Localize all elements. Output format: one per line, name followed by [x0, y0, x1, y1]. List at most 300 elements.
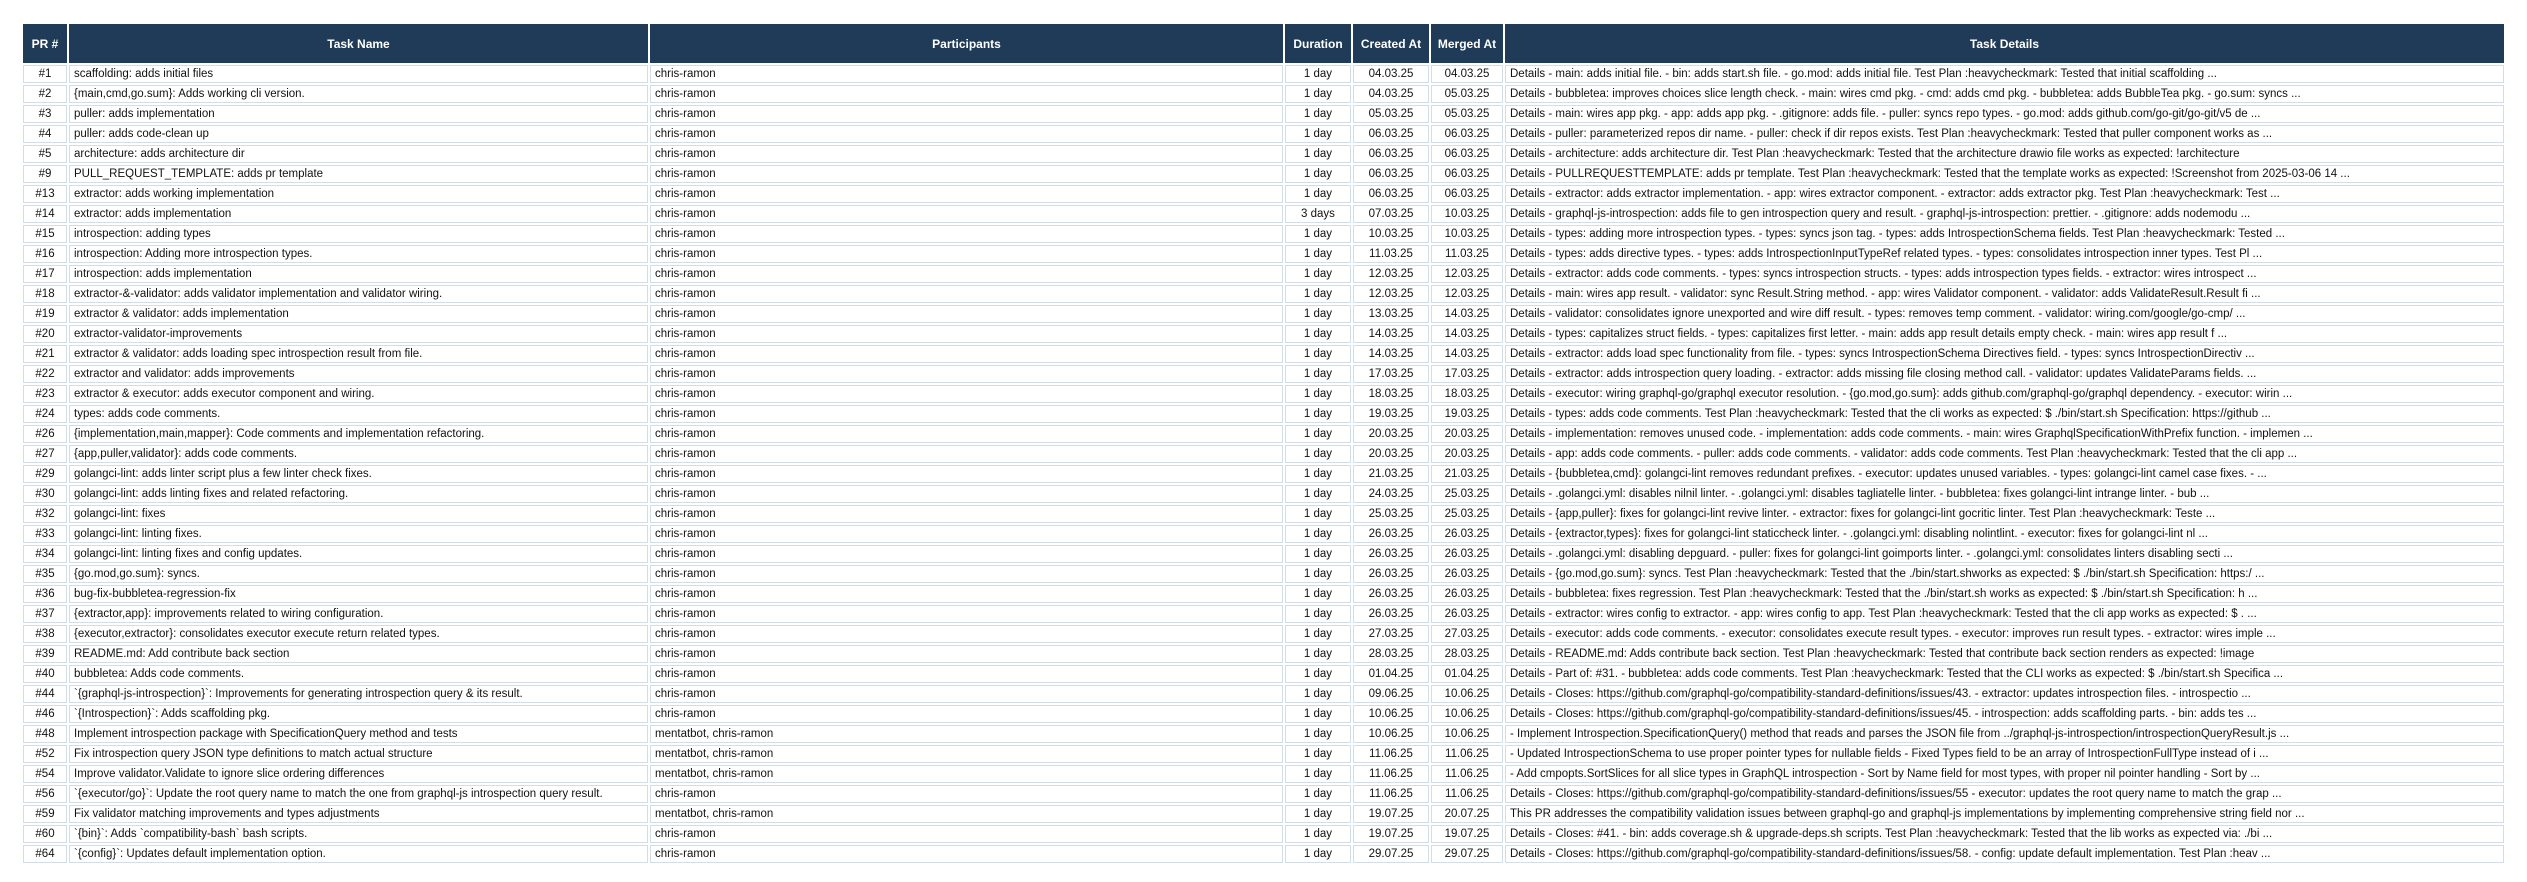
- merged-at-cell: 19.03.25: [1431, 405, 1503, 423]
- created-at-cell: 19.07.25: [1353, 825, 1429, 843]
- task-details-cell: Details - extractor: adds load spec functionality from file. - types: syncs IntrospectionSchema Directives field. - types: syncs IntrospectionDirectiv ...: [1505, 345, 2504, 363]
- task-details-cell: Details - {extractor,types}: fixes for golangci-lint staticcheck linter. - .golangci.yml: disabling nolintlint. - executor: fixes for golangci-lint nl ...: [1505, 525, 2504, 543]
- task-details-cell: Details - executor: wiring graphql-go/graphql executor resolution. - {go.mod,go.sum}: adds github.com/graphql-go/graphql dependency. - executor: wirin ...: [1505, 385, 2504, 403]
- created-at-cell: 01.04.25: [1353, 665, 1429, 683]
- table-row: [23, 605, 2504, 623]
- participants-cell: chris-ramon: [650, 705, 1283, 723]
- duration-cell: 1 day: [1285, 565, 1351, 583]
- table-row: [23, 425, 2504, 443]
- table-row: [23, 385, 2504, 403]
- pr-number-cell: #34: [23, 545, 67, 563]
- duration-cell: 3 days: [1285, 205, 1351, 223]
- participants-cell: chris-ramon: [650, 625, 1283, 643]
- participants-cell: chris-ramon: [650, 465, 1283, 483]
- duration-cell: 1 day: [1285, 405, 1351, 423]
- table-row: [23, 465, 2504, 483]
- created-at-cell: 11.06.25: [1353, 785, 1429, 803]
- created-at-cell: 07.03.25: [1353, 205, 1429, 223]
- task-name-cell: extractor & executor: adds executor component and wiring.: [69, 385, 648, 403]
- participants-cell: chris-ramon: [650, 105, 1283, 123]
- task-name-cell: extractor-&-validator: adds validator implementation and validator wiring.: [69, 285, 648, 303]
- created-at-cell: 17.03.25: [1353, 365, 1429, 383]
- task-details-cell: Details - extractor: adds code comments. - types: syncs introspection structs. - types: adds introspection types fields. - extractor: wires introspect ...: [1505, 265, 2504, 283]
- table-row: [23, 265, 2504, 283]
- pr-number-cell: #33: [23, 525, 67, 543]
- task-name-cell: golangci-lint: adds linting fixes and related refactoring.: [69, 485, 648, 503]
- pr-number-cell: #3: [23, 105, 67, 123]
- task-name-cell: introspection: Adding more introspection types.: [69, 245, 648, 263]
- pr-number-cell: #19: [23, 305, 67, 323]
- duration-cell: 1 day: [1285, 385, 1351, 403]
- task-details-cell: Details - Closes: https://github.com/graphql-go/compatibility-standard-definitions/issues/45. - introspection: adds scaffolding parts. - bin: adds tes ...: [1505, 705, 2504, 723]
- pr-table: [21, 22, 2506, 865]
- duration-cell: 1 day: [1285, 705, 1351, 723]
- task-name-cell: `{graphql-js-introspection}`: Improvements for generating introspection query & its result.: [69, 685, 648, 703]
- merged-at-cell: 11.06.25: [1431, 745, 1503, 763]
- duration-cell: 1 day: [1285, 725, 1351, 743]
- table-row: [23, 625, 2504, 643]
- participants-cell: chris-ramon: [650, 425, 1283, 443]
- duration-cell: 1 day: [1285, 345, 1351, 363]
- task-details-cell: Details - extractor: adds introspection query loading. - extractor: adds missing file closing method call. - validator: updates ValidateParams fields. ...: [1505, 365, 2504, 383]
- created-at-cell: 20.03.25: [1353, 425, 1429, 443]
- merged-at-cell: 27.03.25: [1431, 625, 1503, 643]
- duration-cell: 1 day: [1285, 625, 1351, 643]
- merged-at-header: Merged At: [1431, 24, 1503, 63]
- task-name-cell: scaffolding: adds initial files: [69, 65, 648, 83]
- pr-number-cell: #40: [23, 665, 67, 683]
- duration-cell: 1 day: [1285, 645, 1351, 663]
- task-details-cell: Details - graphql-js-introspection: adds file to gen introspection query and result. - graphql-js-introspection: prettier. - .gitignore: adds nodemodu ...: [1505, 205, 2504, 223]
- duration-cell: 1 day: [1285, 225, 1351, 243]
- duration-cell: 1 day: [1285, 665, 1351, 683]
- duration-cell: 1 day: [1285, 825, 1351, 843]
- participants-cell: chris-ramon: [650, 285, 1283, 303]
- created-at-cell: 12.03.25: [1353, 285, 1429, 303]
- participants-cell: mentatbot, chris-ramon: [650, 745, 1283, 763]
- table-row: [23, 85, 2504, 103]
- task-name-cell: extractor & validator: adds loading spec introspection result from file.: [69, 345, 648, 363]
- task-details-cell: Details - types: adding more introspection types. - types: syncs json tag. - types: adds IntrospectionSchema fields. Test Plan :heavycheckmark: Tested ...: [1505, 225, 2504, 243]
- table-row: [23, 785, 2504, 803]
- merged-at-cell: 20.07.25: [1431, 805, 1503, 823]
- pr-number-cell: #24: [23, 405, 67, 423]
- table-row: [23, 505, 2504, 523]
- merged-at-cell: 26.03.25: [1431, 585, 1503, 603]
- task-details-header: Task Details: [1505, 24, 2504, 63]
- merged-at-cell: 17.03.25: [1431, 365, 1503, 383]
- duration-cell: 1 day: [1285, 845, 1351, 863]
- table-row: [23, 205, 2504, 223]
- table-row: [23, 645, 2504, 663]
- table-row: [23, 225, 2504, 243]
- task-name-cell: puller: adds code-clean up: [69, 125, 648, 143]
- participants-cell: chris-ramon: [650, 345, 1283, 363]
- merged-at-cell: 26.03.25: [1431, 605, 1503, 623]
- task-name-cell: {executor,extractor}: consolidates executor execute return related types.: [69, 625, 648, 643]
- duration-cell: 1 day: [1285, 505, 1351, 523]
- participants-header: Participants: [650, 24, 1283, 63]
- task-details-cell: Details - extractor: wires config to extractor. - app: wires config to app. Test Plan :heavycheckmark: Tested that the cli app works as expected: $ . ...: [1505, 605, 2504, 623]
- task-details-cell: Details - architecture: adds architecture dir. Test Plan :heavycheckmark: Tested that the architecture drawio file works as expected: !architecture: [1505, 145, 2504, 163]
- pr-number-cell: #15: [23, 225, 67, 243]
- pr-number-cell: #16: [23, 245, 67, 263]
- duration-cell: 1 day: [1285, 305, 1351, 323]
- task-name-cell: Improve validator.Validate to ignore slice ordering differences: [69, 765, 648, 783]
- participants-cell: mentatbot, chris-ramon: [650, 765, 1283, 783]
- task-details-cell: Details - executor: adds code comments. - executor: consolidates execute result types. - executor: improves run result types. - extractor: wires imple ...: [1505, 625, 2504, 643]
- duration-cell: 1 day: [1285, 525, 1351, 543]
- task-details-cell: Details - types: adds directive types. - types: adds IntrospectionInputTypeRef related types. - types: consolidates introspection inner types. Test Pl ...: [1505, 245, 2504, 263]
- task-name-cell: {app,puller,validator}: adds code comments.: [69, 445, 648, 463]
- participants-cell: chris-ramon: [650, 125, 1283, 143]
- participants-cell: chris-ramon: [650, 325, 1283, 343]
- pr-number-cell: #32: [23, 505, 67, 523]
- task-name-cell: {go.mod,go.sum}: syncs.: [69, 565, 648, 583]
- merged-at-cell: 26.03.25: [1431, 565, 1503, 583]
- merged-at-cell: 26.03.25: [1431, 525, 1503, 543]
- merged-at-cell: 10.06.25: [1431, 705, 1503, 723]
- table-row: [23, 325, 2504, 343]
- pr-number-cell: #18: [23, 285, 67, 303]
- participants-cell: mentatbot, chris-ramon: [650, 725, 1283, 743]
- pr-number-cell: #4: [23, 125, 67, 143]
- duration-header: Duration: [1285, 24, 1351, 63]
- merged-at-cell: 29.07.25: [1431, 845, 1503, 863]
- pr-number-header: PR #: [23, 24, 67, 63]
- merged-at-cell: 10.06.25: [1431, 685, 1503, 703]
- duration-cell: 1 day: [1285, 745, 1351, 763]
- table-row: [23, 705, 2504, 723]
- duration-cell: 1 day: [1285, 425, 1351, 443]
- participants-cell: chris-ramon: [650, 505, 1283, 523]
- task-name-cell: Implement introspection package with SpecificationQuery method and tests: [69, 725, 648, 743]
- participants-cell: chris-ramon: [650, 565, 1283, 583]
- created-at-cell: 04.03.25: [1353, 85, 1429, 103]
- created-at-cell: 04.03.25: [1353, 65, 1429, 83]
- task-name-cell: `{Introspection}`: Adds scaffolding pkg.: [69, 705, 648, 723]
- table-row: [23, 825, 2504, 843]
- task-details-cell: Details - extractor: adds extractor implementation. - app: wires extractor component. - extractor: adds extractor pkg. Test Plan :heavycheckmark: Test ...: [1505, 185, 2504, 203]
- created-at-cell: 19.03.25: [1353, 405, 1429, 423]
- participants-cell: chris-ramon: [650, 645, 1283, 663]
- table-row: [23, 545, 2504, 563]
- participants-cell: chris-ramon: [650, 845, 1283, 863]
- task-details-cell: Details - main: adds initial file. - bin: adds start.sh file. - go.mod: adds initial file. Test Plan :heavycheckmark: Tested that initial scaffolding ...: [1505, 65, 2504, 83]
- duration-cell: 1 day: [1285, 585, 1351, 603]
- task-details-cell: Details - Closes: #41. - bin: adds coverage.sh & upgrade-deps.sh scripts. Test Plan :heavycheckmark: Tested that the lib works as expected via: ./bi ...: [1505, 825, 2504, 843]
- participants-cell: chris-ramon: [650, 785, 1283, 803]
- table-row: [23, 485, 2504, 503]
- created-at-cell: 26.03.25: [1353, 545, 1429, 563]
- merged-at-cell: 01.04.25: [1431, 665, 1503, 683]
- task-name-cell: Fix validator matching improvements and types adjustments: [69, 805, 648, 823]
- duration-cell: 1 day: [1285, 785, 1351, 803]
- participants-cell: chris-ramon: [650, 485, 1283, 503]
- task-name-cell: `{config}`: Updates default implementation option.: [69, 845, 648, 863]
- task-name-cell: golangci-lint: linting fixes and config updates.: [69, 545, 648, 563]
- merged-at-cell: 20.03.25: [1431, 425, 1503, 443]
- participants-cell: chris-ramon: [650, 305, 1283, 323]
- task-name-cell: {extractor,app}: improvements related to wiring configuration.: [69, 605, 648, 623]
- merged-at-cell: 11.03.25: [1431, 245, 1503, 263]
- table-body: [23, 65, 2504, 863]
- participants-cell: chris-ramon: [650, 825, 1283, 843]
- pr-number-cell: #52: [23, 745, 67, 763]
- task-name-header: Task Name: [69, 24, 648, 63]
- duration-cell: 1 day: [1285, 65, 1351, 83]
- task-details-cell: Details - Closes: https://github.com/graphql-go/compatibility-standard-definitions/issues/58. - config: update default implementation. Test Plan :heav ...: [1505, 845, 2504, 863]
- created-at-cell: 10.06.25: [1353, 705, 1429, 723]
- pr-number-cell: #59: [23, 805, 67, 823]
- merged-at-cell: 06.03.25: [1431, 125, 1503, 143]
- merged-at-cell: 05.03.25: [1431, 85, 1503, 103]
- duration-cell: 1 day: [1285, 105, 1351, 123]
- pr-number-cell: #5: [23, 145, 67, 163]
- table-row: [23, 845, 2504, 863]
- participants-cell: chris-ramon: [650, 365, 1283, 383]
- created-at-cell: 06.03.25: [1353, 125, 1429, 143]
- duration-cell: 1 day: [1285, 145, 1351, 163]
- table-row: [23, 685, 2504, 703]
- task-details-cell: Details - Part of: #31. - bubbletea: adds code comments. Test Plan :heavycheckmark: Tested that the CLI works as expected: $ ./bin/start.sh Specifica ...: [1505, 665, 2504, 683]
- task-details-cell: Details - types: capitalizes struct fields. - types: capitalizes first letter. - main: adds app result details empty check. - main: wires app result f ...: [1505, 325, 2504, 343]
- task-details-cell: - Implement Introspection.SpecificationQuery() method that reads and parses the JSON file from ../graphql-js-introspection/introspectionQueryResult.js ...: [1505, 725, 2504, 743]
- table-row: [23, 765, 2504, 783]
- task-details-cell: Details - bubbletea: improves choices slice length check. - main: wires cmd pkg. - cmd: adds cmd pkg. - bubbletea: adds BubbleTea pkg. - go.sum: syncs ...: [1505, 85, 2504, 103]
- duration-cell: 1 day: [1285, 445, 1351, 463]
- pr-number-cell: #35: [23, 565, 67, 583]
- merged-at-cell: 11.06.25: [1431, 765, 1503, 783]
- task-details-cell: Details - bubbletea: fixes regression. Test Plan :heavycheckmark: Tested that the ./bin/start.sh works as expected: $ ./bin/start.sh Specification: h ...: [1505, 585, 2504, 603]
- pr-number-cell: #20: [23, 325, 67, 343]
- pr-number-cell: #39: [23, 645, 67, 663]
- pr-number-cell: #38: [23, 625, 67, 643]
- task-details-cell: Details - app: adds code comments. - puller: adds code comments. - validator: adds code comments. Test Plan :heavycheckmark: Tested that the cli app ...: [1505, 445, 2504, 463]
- task-details-cell: This PR addresses the compatibility validation issues between graphql-go and graphql-js implementations by implementing comprehensive string field nor ...: [1505, 805, 2504, 823]
- pr-number-cell: #23: [23, 385, 67, 403]
- duration-cell: 1 day: [1285, 325, 1351, 343]
- merged-at-cell: 12.03.25: [1431, 265, 1503, 283]
- task-details-cell: - Updated IntrospectionSchema to use proper pointer types for nullable fields - Fixed Types field to be an array of IntrospectionFullType instead of i ...: [1505, 745, 2504, 763]
- created-at-cell: 27.03.25: [1353, 625, 1429, 643]
- created-at-cell: 21.03.25: [1353, 465, 1429, 483]
- task-name-cell: `{bin}`: Adds `compatibility-bash` bash scripts.: [69, 825, 648, 843]
- created-at-cell: 20.03.25: [1353, 445, 1429, 463]
- created-at-cell: 11.03.25: [1353, 245, 1429, 263]
- pr-table-container: [21, 22, 2506, 865]
- participants-cell: chris-ramon: [650, 665, 1283, 683]
- pr-number-cell: #37: [23, 605, 67, 623]
- task-name-cell: bubbletea: Adds code comments.: [69, 665, 648, 683]
- participants-cell: chris-ramon: [650, 545, 1283, 563]
- created-at-cell: 13.03.25: [1353, 305, 1429, 323]
- task-name-cell: bug-fix-bubbletea-regression-fix: [69, 585, 648, 603]
- created-at-cell: 19.07.25: [1353, 805, 1429, 823]
- task-details-cell: Details - {go.mod,go.sum}: syncs. Test Plan :heavycheckmark: Tested that the ./bin/start.shworks as expected: $ ./bin/start.sh Specification: https:/ ...: [1505, 565, 2504, 583]
- task-details-cell: Details - Closes: https://github.com/graphql-go/compatibility-standard-definitions/issues/43. - extractor: updates introspection files. - introspectio ...: [1505, 685, 2504, 703]
- created-at-cell: 18.03.25: [1353, 385, 1429, 403]
- created-at-header: Created At: [1353, 24, 1429, 63]
- merged-at-cell: 10.06.25: [1431, 725, 1503, 743]
- task-details-cell: Details - implementation: removes unused code. - implementation: adds code comments. - main: wires GraphqlSpecificationWithPrefix function. - implemen ...: [1505, 425, 2504, 443]
- duration-cell: 1 day: [1285, 365, 1351, 383]
- created-at-cell: 11.06.25: [1353, 765, 1429, 783]
- duration-cell: 1 day: [1285, 125, 1351, 143]
- table-row: [23, 125, 2504, 143]
- table-row: [23, 285, 2504, 303]
- created-at-cell: 06.03.25: [1353, 185, 1429, 203]
- task-details-cell: Details - types: adds code comments. Test Plan :heavycheckmark: Tested that the cli works as expected: $ ./bin/start.sh Specification: https://github ...: [1505, 405, 2504, 423]
- merged-at-cell: 25.03.25: [1431, 505, 1503, 523]
- table-row: [23, 665, 2504, 683]
- task-name-cell: Fix introspection query JSON type definitions to match actual structure: [69, 745, 648, 763]
- task-name-cell: golangci-lint: fixes: [69, 505, 648, 523]
- merged-at-cell: 14.03.25: [1431, 305, 1503, 323]
- merged-at-cell: 10.03.25: [1431, 225, 1503, 243]
- participants-cell: chris-ramon: [650, 145, 1283, 163]
- task-details-cell: Details - {app,puller}: fixes for golangci-lint revive linter. - extractor: fixes for golangci-lint gocritic linter. Test Plan :heavycheckmark: Teste ...: [1505, 505, 2504, 523]
- task-name-cell: extractor and validator: adds improvements: [69, 365, 648, 383]
- merged-at-cell: 28.03.25: [1431, 645, 1503, 663]
- task-details-cell: Details - .golangci.yml: disables nilnil linter. - .golangci.yml: disables tagliatelle linter. - bubbletea: fixes golangci-lint intrange linter. - bub ...: [1505, 485, 2504, 503]
- participants-cell: mentatbot, chris-ramon: [650, 805, 1283, 823]
- pr-number-cell: #13: [23, 185, 67, 203]
- pr-number-cell: #21: [23, 345, 67, 363]
- created-at-cell: 29.07.25: [1353, 845, 1429, 863]
- created-at-cell: 14.03.25: [1353, 325, 1429, 343]
- table-row: [23, 145, 2504, 163]
- merged-at-cell: 18.03.25: [1431, 385, 1503, 403]
- duration-cell: 1 day: [1285, 545, 1351, 563]
- created-at-cell: 26.03.25: [1353, 525, 1429, 543]
- pr-number-cell: #44: [23, 685, 67, 703]
- task-details-cell: - Add cmpopts.SortSlices for all slice types in GraphQL introspection - Sort by Name field for most types, with proper nil pointer handling - Sort by ...: [1505, 765, 2504, 783]
- pr-number-cell: #2: [23, 85, 67, 103]
- created-at-cell: 12.03.25: [1353, 265, 1429, 283]
- pr-number-cell: #17: [23, 265, 67, 283]
- task-details-cell: Details - .golangci.yml: disabling depguard. - puller: fixes for golangci-lint goimports linter. - .golangci.yml: consolidates linters disabling secti ...: [1505, 545, 2504, 563]
- task-name-cell: extractor-validator-improvements: [69, 325, 648, 343]
- task-name-cell: types: adds code comments.: [69, 405, 648, 423]
- task-name-cell: introspection: adding types: [69, 225, 648, 243]
- created-at-cell: 06.03.25: [1353, 145, 1429, 163]
- created-at-cell: 05.03.25: [1353, 105, 1429, 123]
- merged-at-cell: 06.03.25: [1431, 145, 1503, 163]
- task-name-cell: PULL_REQUEST_TEMPLATE: adds pr template: [69, 165, 648, 183]
- task-name-cell: README.md: Add contribute back section: [69, 645, 648, 663]
- participants-cell: chris-ramon: [650, 445, 1283, 463]
- created-at-cell: 14.03.25: [1353, 345, 1429, 363]
- table-row: [23, 445, 2504, 463]
- table-row: [23, 585, 2504, 603]
- task-name-cell: extractor: adds working implementation: [69, 185, 648, 203]
- created-at-cell: 25.03.25: [1353, 505, 1429, 523]
- merged-at-cell: 26.03.25: [1431, 545, 1503, 563]
- participants-cell: chris-ramon: [650, 65, 1283, 83]
- participants-cell: chris-ramon: [650, 225, 1283, 243]
- pr-number-cell: #27: [23, 445, 67, 463]
- merged-at-cell: 06.03.25: [1431, 185, 1503, 203]
- task-name-cell: `{executor/go}`: Update the root query name to match the one from graphql-js introspection query result.: [69, 785, 648, 803]
- pr-number-cell: #1: [23, 65, 67, 83]
- task-details-cell: Details - puller: parameterized repos dir name. - puller: check if dir repos exists. Test Plan :heavycheckmark: Tested that puller component works as ...: [1505, 125, 2504, 143]
- participants-cell: chris-ramon: [650, 85, 1283, 103]
- header-row: [23, 24, 2504, 63]
- task-name-cell: {implementation,main,mapper}: Code comments and implementation refactoring.: [69, 425, 648, 443]
- pr-number-cell: #29: [23, 465, 67, 483]
- duration-cell: 1 day: [1285, 85, 1351, 103]
- merged-at-cell: 05.03.25: [1431, 105, 1503, 123]
- merged-at-cell: 20.03.25: [1431, 445, 1503, 463]
- created-at-cell: 26.03.25: [1353, 565, 1429, 583]
- task-name-cell: extractor & validator: adds implementation: [69, 305, 648, 323]
- task-details-cell: Details - {bubbletea,cmd}: golangci-lint removes redundant prefixes. - executor: updates unused variables. - types: golangci-lint camel case fixes. - ...: [1505, 465, 2504, 483]
- pr-number-cell: #26: [23, 425, 67, 443]
- duration-cell: 1 day: [1285, 685, 1351, 703]
- task-name-cell: {main,cmd,go.sum}: Adds working cli version.: [69, 85, 648, 103]
- pr-number-cell: #56: [23, 785, 67, 803]
- participants-cell: chris-ramon: [650, 385, 1283, 403]
- pr-number-cell: #54: [23, 765, 67, 783]
- table-row: [23, 805, 2504, 823]
- duration-cell: 1 day: [1285, 285, 1351, 303]
- created-at-cell: 28.03.25: [1353, 645, 1429, 663]
- task-name-cell: extractor: adds implementation: [69, 205, 648, 223]
- merged-at-cell: 11.06.25: [1431, 785, 1503, 803]
- table-row: [23, 725, 2504, 743]
- task-details-cell: Details - PULLREQUESTTEMPLATE: adds pr template. Test Plan :heavycheckmark: Tested that the template works as expected: !Screenshot from 2025-03-06 14 ...: [1505, 165, 2504, 183]
- task-name-cell: puller: adds implementation: [69, 105, 648, 123]
- pr-number-cell: #30: [23, 485, 67, 503]
- pr-number-cell: #36: [23, 585, 67, 603]
- table-row: [23, 745, 2504, 763]
- created-at-cell: 26.03.25: [1353, 585, 1429, 603]
- created-at-cell: 26.03.25: [1353, 605, 1429, 623]
- duration-cell: 1 day: [1285, 805, 1351, 823]
- table-row: [23, 185, 2504, 203]
- pr-number-cell: #22: [23, 365, 67, 383]
- table-row: [23, 65, 2504, 83]
- table-row: [23, 345, 2504, 363]
- participants-cell: chris-ramon: [650, 185, 1283, 203]
- pr-number-cell: #64: [23, 845, 67, 863]
- merged-at-cell: 10.03.25: [1431, 205, 1503, 223]
- duration-cell: 1 day: [1285, 605, 1351, 623]
- created-at-cell: 11.06.25: [1353, 745, 1429, 763]
- merged-at-cell: 19.07.25: [1431, 825, 1503, 843]
- duration-cell: 1 day: [1285, 245, 1351, 263]
- created-at-cell: 24.03.25: [1353, 485, 1429, 503]
- participants-cell: chris-ramon: [650, 685, 1283, 703]
- duration-cell: 1 day: [1285, 265, 1351, 283]
- participants-cell: chris-ramon: [650, 405, 1283, 423]
- task-name-cell: golangci-lint: linting fixes.: [69, 525, 648, 543]
- participants-cell: chris-ramon: [650, 605, 1283, 623]
- task-details-cell: Details - Closes: https://github.com/graphql-go/compatibility-standard-definitions/issues/55 - executor: updates the root query name to match the grap ...: [1505, 785, 2504, 803]
- pr-number-cell: #46: [23, 705, 67, 723]
- merged-at-cell: 04.03.25: [1431, 65, 1503, 83]
- merged-at-cell: 25.03.25: [1431, 485, 1503, 503]
- duration-cell: 1 day: [1285, 165, 1351, 183]
- task-name-cell: architecture: adds architecture dir: [69, 145, 648, 163]
- pr-number-cell: #9: [23, 165, 67, 183]
- merged-at-cell: 12.03.25: [1431, 285, 1503, 303]
- table-row: [23, 525, 2504, 543]
- table-row: [23, 405, 2504, 423]
- task-name-cell: introspection: adds implementation: [69, 265, 648, 283]
- pr-number-cell: #60: [23, 825, 67, 843]
